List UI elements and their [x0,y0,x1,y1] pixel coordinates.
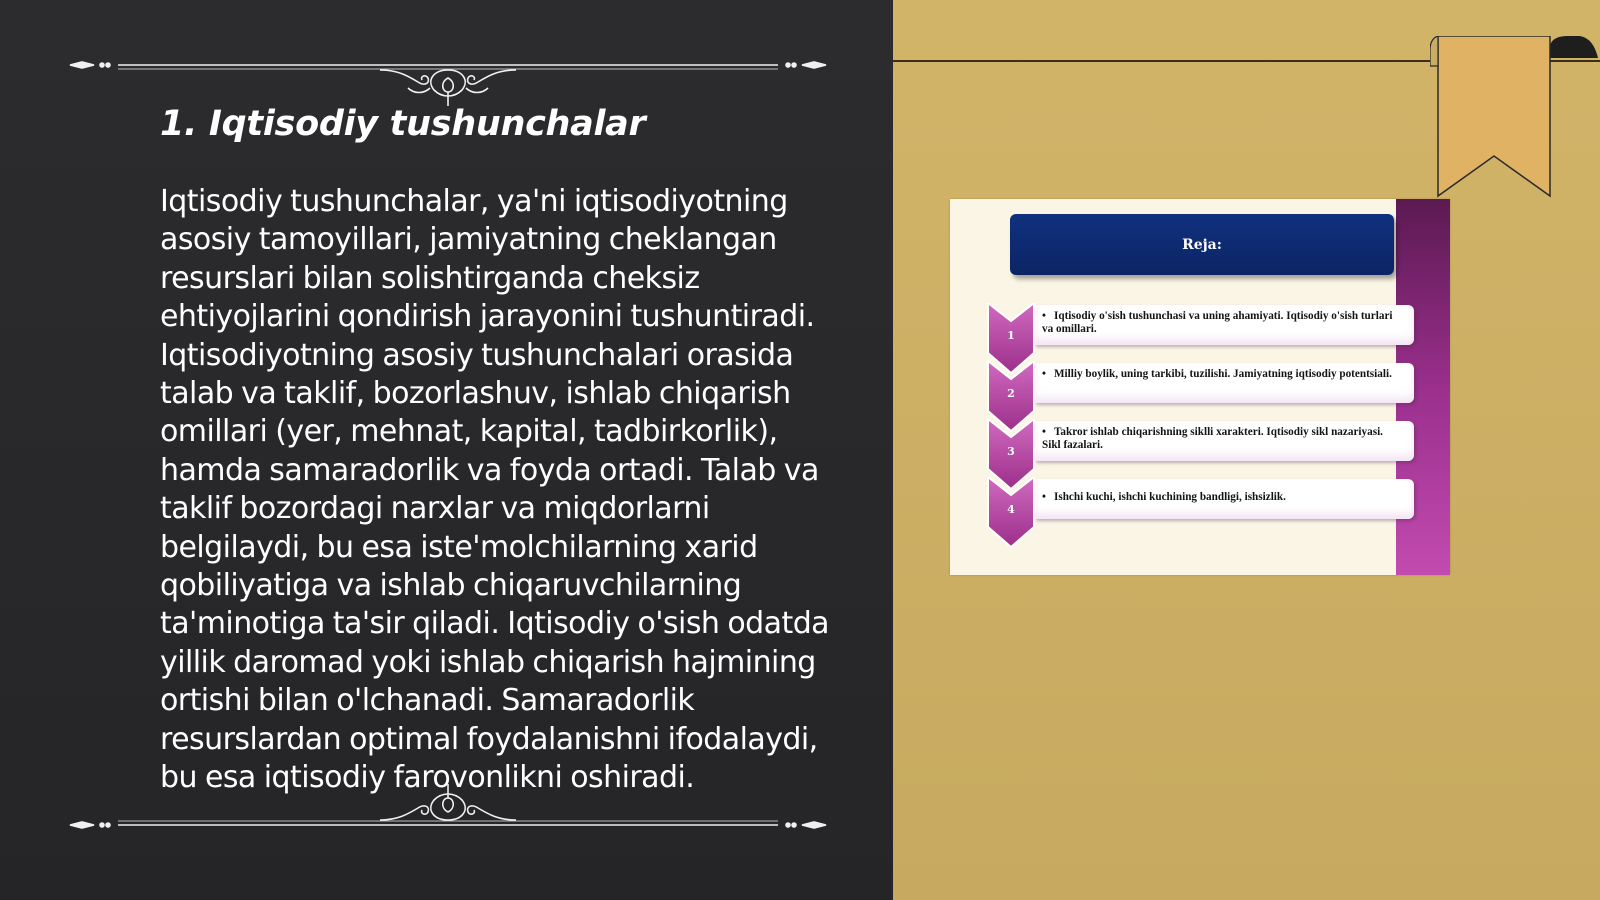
plan-item-text: Milliy boylik, uning tarkibi, tuzilishi. Jamiyatning iqtisodiy potentsiali. [1054,368,1392,380]
plan-item-number: 4 [1007,503,1015,516]
plan-item-number: 3 [1007,445,1015,458]
chevron-number-icon [986,477,1036,549]
plan-item-text: Takror ishlab chiqarishning siklli xarakteri. Iqtisodiy sikl nazariyasi. Sikl fazalari. [1042,426,1383,451]
plan-item [986,477,1416,537]
reja-heading: Reja: [1182,236,1222,253]
plan-item [986,419,1416,479]
plan-item-number: 1 [1007,329,1015,342]
slide-title: 1. Iqtisodiy tushunchalar [160,104,646,144]
reja-header [1010,214,1394,275]
bullet-icon: • [1042,491,1046,503]
ribbon-bookmark-icon [1430,36,1600,206]
slide-body-text: Iqtisodiy tushunchalar, ya'ni iqtisodiyotning asosiy tamoyillari, jamiyatning cheklangan resurslari bilan solishtirganda cheksiz ehtiyojlarini qondirish jarayonini tushuntiradi. Iqtisodiyotning asosiy tushunchalari orasida talab va taklif, bozorlashuv, ishlab chiqarish omillari (yer, mehnat, kapital, tadbirkorlik), hamda samaradorlik va foyda ortadi. Talab va taklif bozordagi narxlar va miqdorlarni belgilaydi, bu esa iste'molchilarning xarid qobiliyatiga va ishlab chiqaruvchilarning ta'minotiga ta'sir qiladi. Iqtisodiy o'sish odatda yillik daromad yoki ishlab chiqarish hajmining ortishi bilan o'lchanadi. Samaradorlik resurslardan optimal foydalanishni ifodalaydi, bu esa iqtisodiy farovonlikni oshiradi. [160,184,830,796]
plan-slide-image [950,199,1450,575]
plan-item-box [1034,421,1414,461]
scroll-divider-icon [68,780,828,840]
plan-item-text: Iqtisodiy o'sish tushunchasi va uning ahamiyati. Iqtisodiy o'sish turlari va omillari. [1042,310,1393,335]
plan-item [986,303,1416,363]
plan-item-number: 2 [1007,387,1015,400]
scroll-divider-icon [68,48,828,108]
bullet-icon: • [1042,368,1046,380]
plan-item-box [1034,479,1414,519]
plan-item-text: Ishchi kuchi, ishchi kuchining bandligi, ishsizlik. [1054,491,1286,503]
plan-item-box [1034,305,1414,345]
bullet-icon: • [1042,426,1046,438]
plan-item [986,361,1416,421]
plan-item-box [1034,363,1414,403]
bullet-icon: • [1042,310,1046,322]
